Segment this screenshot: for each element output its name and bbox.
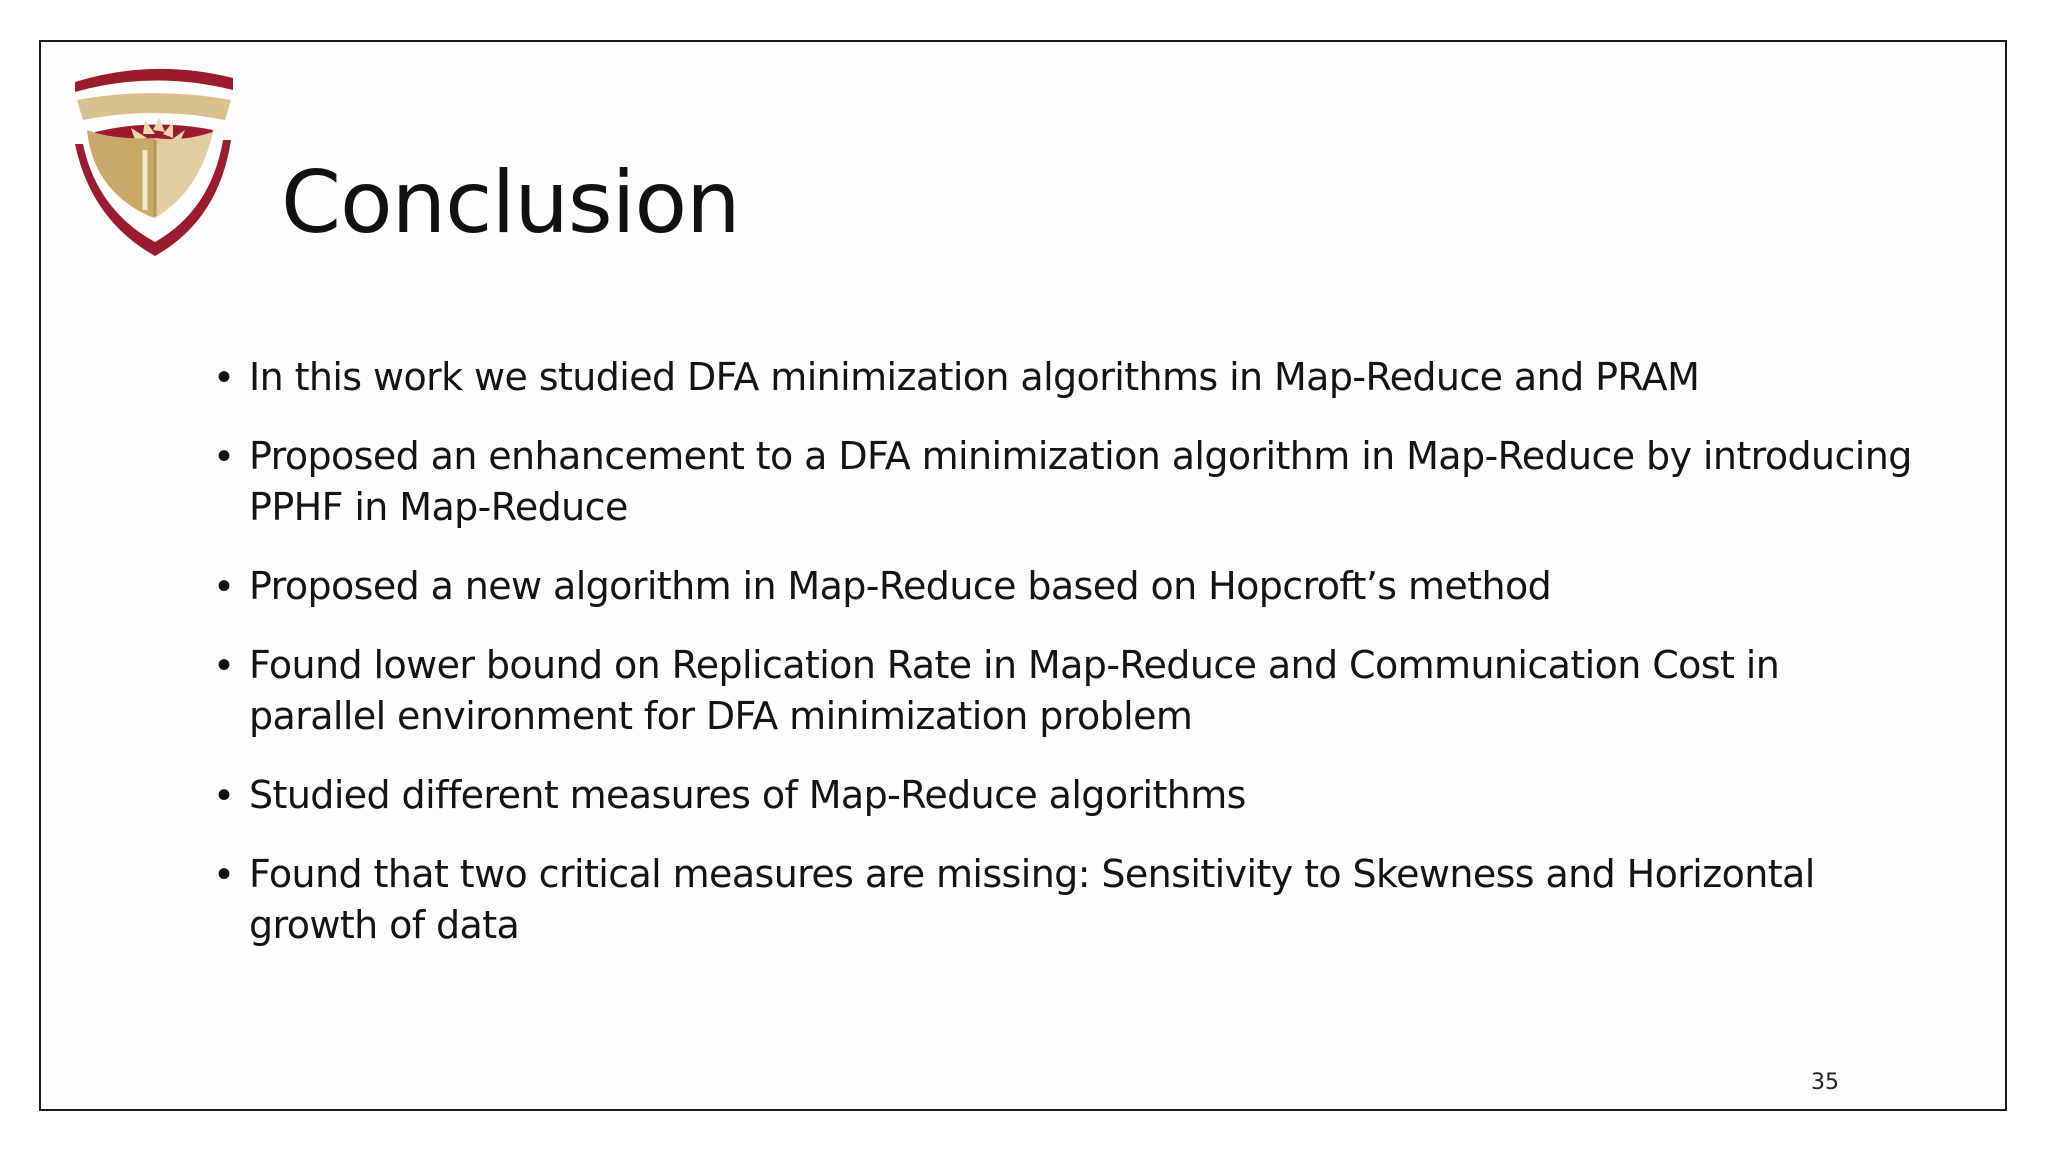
bullet-marker: • (217, 852, 232, 896)
bullet-item (217, 431, 1917, 533)
bullet-marker: • (217, 355, 232, 399)
bullet-marker: • (217, 434, 232, 478)
bullet-item (217, 640, 1917, 742)
bullet-item (217, 561, 1917, 612)
slide-title: Conclusion (281, 153, 740, 253)
bullet-text: Studied different measures of Map-Reduce algorithms (249, 773, 1246, 817)
slide-frame (39, 40, 2007, 1111)
bullet-text: In this work we studied DFA minimization algorithms in Map-Reduce and PRAM (249, 355, 1700, 399)
bullet-item (217, 849, 1917, 951)
page-number: 35 (1811, 1070, 1839, 1095)
bullet-text: Found that two critical measures are missing: Sensitivity to Skewness and Horizontal growth of data (249, 852, 1815, 947)
bullet-text: Proposed an enhancement to a DFA minimization algorithm in Map-Reduce by introducing PPHF in Map-Reduce (249, 434, 1912, 529)
bullet-text: Proposed a new algorithm in Map-Reduce based on Hopcroft’s method (249, 564, 1552, 608)
bullet-list (217, 352, 1917, 979)
bullet-marker: • (217, 564, 232, 608)
bullet-item (217, 770, 1917, 821)
bullet-marker: • (217, 643, 232, 687)
university-shield-logo-icon (73, 60, 235, 260)
bullet-item (217, 352, 1917, 403)
bullet-marker: • (217, 773, 232, 817)
bullet-text: Found lower bound on Replication Rate in Map-Reduce and Communication Cost in parallel environment for DFA minimization problem (249, 643, 1780, 738)
